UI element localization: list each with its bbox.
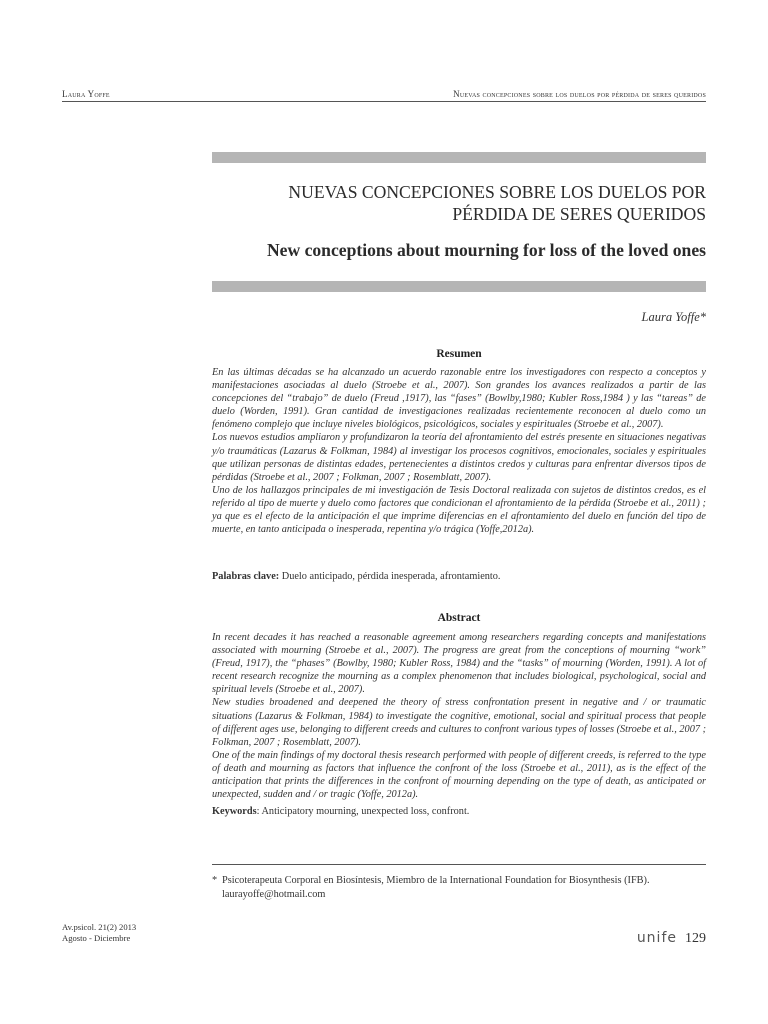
resumen-paragraph: Los nuevos estudios ampliaron y profundizaron la teoría del afrontamiento del estrés presente en situaciones negativas y/o traumáticas (Lazarus & Folkman, 1984) al investigar los procesos cognitivos, emocionales, sociales y espirituales que utilizan personas de distintas edades, pertenecientes a distintos credos y culturas para enfrentar diversos tipos de pérdidas (Stroebe et al., 2007 ; Folkman, 2007 ; Rosemblatt, 2007). bbox=[212, 432, 706, 483]
journal-citation: Av.psicol. 21(2) 2013 bbox=[62, 922, 137, 932]
running-head-rule bbox=[62, 101, 706, 102]
page-footer bbox=[637, 930, 706, 947]
palabras-clave bbox=[212, 570, 706, 583]
abstract-paragraph: One of the main findings of my doctoral thesis research performed with people of different creeds, is referred to the type of death and mourning as factors that influence the confront of the loss (Stroebe et al., 2011), as is the effect of the anticipation that prints the differences in the confront of mourning depending on the type of death, as anticipated or unexpected, sudden and / or tragic (Yoffe, 2012a). bbox=[212, 749, 706, 801]
palabras-clave-text: Duelo anticipado, pérdida inesperada, afrontamiento. bbox=[281, 571, 501, 582]
abstract-body bbox=[212, 631, 706, 801]
resumen-paragraph: Uno de los hallazgos principales de mi investigación de Tesis Doctoral realizada con sujetos de distintos credos, es el referido al tipo de muerte y duelo como factores que condicionan el afrontamiento de la pérdida (Stroebe et al., 2011) ; ya que es el efecto de la anticipación el que imprime diferencias en el afrontamiento del duelo en función del tipo de muerte, en tanto anticipada o inesperada, repentina y/o trágica (Yoffe,2012a). bbox=[212, 484, 706, 536]
article-author: Laura Yoffe* bbox=[641, 310, 706, 324]
footnote-rule bbox=[212, 864, 706, 865]
journal-info bbox=[62, 922, 136, 944]
footnote-mark: * bbox=[212, 875, 218, 886]
abstract-heading: Abstract bbox=[437, 612, 481, 624]
page-number: 129 bbox=[685, 931, 706, 946]
keywords-label: Keywords bbox=[212, 806, 257, 817]
title-top-bar bbox=[212, 152, 706, 163]
article-title-english: New conceptions about mourning for loss of the loved ones bbox=[266, 240, 706, 260]
author-footnote bbox=[212, 874, 706, 901]
palabras-clave-label: Palabras clave: bbox=[212, 571, 280, 582]
article-title-spanish: NUEVAS CONCEPCIONES SOBRE LOS DUELOS POR PÉRDIDA DE SERES QUERIDOS bbox=[288, 182, 706, 224]
running-head-title: Nuevas concepciones sobre los duelos por pérdida de seres queridos bbox=[453, 89, 706, 99]
resumen-paragraph: En las últimas décadas se ha alcanzado un acuerdo razonable entre los investigadores con respecto a conceptos y manifestaciones asociadas al duelo (Stroebe et al., 2007). Son grandes los avances realizados a partir de las concepciones del “trabajo” de duelo (Freud ,1917), las “fases” (Bowlby,1980; Kubler Ross,1984 ) y las “tareas” de duelo (Worden, 1991). Gran cantidad de investigaciones realizadas recientemente reconocen al duelo como un fenómeno complejo que incluye niveles biológicos, psicológicos, sociales y espirituales (Stroebe et al., 2007). bbox=[212, 367, 706, 431]
title-bottom-bar bbox=[212, 281, 706, 292]
unife-logo: unife bbox=[636, 930, 677, 946]
resumen-heading: Resumen bbox=[436, 348, 482, 360]
journal-period: Agosto - Diciembre bbox=[62, 933, 131, 943]
abstract-paragraph: In recent decades it has reached a reasonable agreement among researchers regarding concepts and manifestations associated with mourning (Stroebe et al., 2007). The progress are great from the conceptions of mourning “work” (Freud, 1917), the “phases” (Bowlby, 1980; Kubler Ross, 1984) and the “tasks” of mourning (Worden, 1991). A lot of recent research recognize the mourning as a complex phenomenon that includes biological, psychological, social and spiritual levels (Stroebe et al., 2007). bbox=[212, 632, 706, 696]
resumen-body bbox=[212, 366, 706, 536]
abstract-paragraph: New studies broadened and deepened the theory of stress confrontation present in negative and / or traumatic situations (Lazarus & Folkman, 1984) to investigate the cognitive, emotional, social and spiritual process that people of different ages use, belonging to different creeds and cultures to confront various types of losses (Stroebe et al., 2007 ; Folkman, 2007 ; Rosemblatt, 2007). bbox=[212, 697, 706, 748]
footnote-text: Psicoterapeuta Corporal en Biosíntesis, Miembro de la International Foundation for Biosynthesis (IFB). laurayoffe@hotmail.com bbox=[222, 875, 650, 900]
running-head-author: Laura Yoffe bbox=[62, 89, 110, 99]
keywords-text: : Anticipatory mourning, unexpected loss, confront. bbox=[256, 806, 470, 817]
keywords bbox=[212, 805, 706, 818]
running-head bbox=[62, 89, 706, 99]
